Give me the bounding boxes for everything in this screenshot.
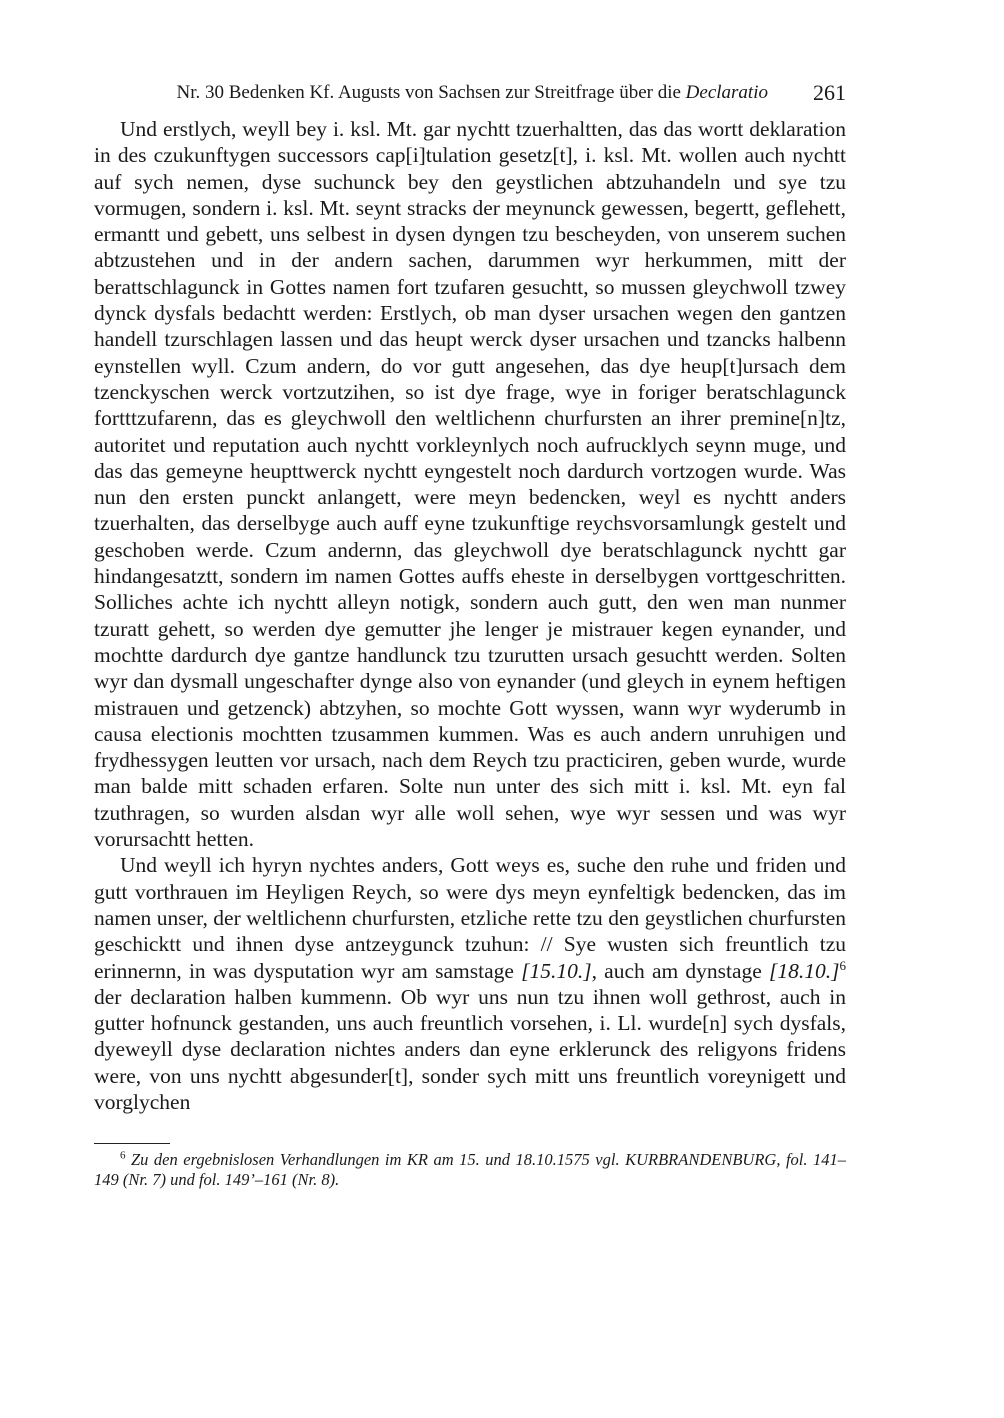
footnote-number: 6 xyxy=(120,1149,126,1162)
paragraph-2 xyxy=(94,852,846,1115)
running-header-title-italic: Declaratio xyxy=(685,82,768,103)
document-page xyxy=(94,76,846,1190)
running-header-title xyxy=(176,76,768,110)
page-number: 261 xyxy=(813,80,846,105)
running-header-title-text: Nr. 30 Bedenken Kf. Augusts von Sachsen zur Streitfrage über die xyxy=(176,82,686,103)
footnote-6 xyxy=(94,1150,846,1190)
footnote-reference[interactable]: 6 xyxy=(839,957,846,973)
paragraph-2-part-c: der declaration halben kummenn. Ob wyr uns nun tzu ihnen woll gethrost, auch in gutter hofnunck gestanden, uns auch freuntlich vorsehen, i. Ll. wurde[n] sych dysfals, dyeweyll dyse declaration nichtes anders dan eyne erklerunck des religyons fridens were, von uns nychtt abgesunder[t], sonder sych mitt uns freuntlich voreynigett und vorglychen xyxy=(94,984,846,1114)
paragraph-2-part-b: , auch am dynstage xyxy=(591,958,770,983)
paragraph-1: Und erstlych, weyll bey i. ksl. Mt. gar nychtt tzuerhaltten, das das wortt deklaration in des czukunftygen successors cap[i]tulation gesetz[t], i. ksl. Mt. wollen auch nychtt auf sych nemen, dyse suchunck bey den geystlichen abtzuhandeln und sye tzu vormugen, sondern i. ksl. Mt. seynt stracks der meynunck gewessen, begertt, geflehett, ermantt und gebett, uns selbest in dysen dyngen tzu bescheyden, von unserem suchen abtzustehen und in der andern sachen, darummen wyr herkummen, mitt der berattschlagunck in Gottes namen fort tzufaren gesuchtt, so mussen gleychwoll tzwey dynck dysfals bedachtt werden: Erstlych, ob man dyser ursachen wegen den gantzen handell tzurschlagen lassen und das heupt werck dyser ursachen und tzancks halbenn eynstellen wyll. Czum andern, do vor gutt angesehen, das dye heup[t]ursach dem tzenckyschen werck vortzutzihen, so ist dye frage, wye in foriger beratschlagunck fortttzufarenn, das es gleychwoll den weltlichenn churfursten an ihrer premine[n]tz, autoritet und reputation auch nychtt vorkleynlych noch aufrucklych seynn muge, und das das gemeyne heupttwerck nychtt eyngestelt noch dardurch vortzogen wurde. Was nun den ersten punckt anlangett, were meyn bedencken, weyl es nychtt anders tzuerhalten, das derselbyge auch auff eyne tzukunftige reychsvorsamlungk gestelt und geschoben werde. Czum andernn, das gleychwoll dye beratschlagunck nychtt gar hindangesatztt, sondern im namen Gottes auffs eheste in derselbygen vorttgeschritten. Solliches achte ich nychtt alleyn notigk, sondern auch gutt, den wen man nunmer tzuratt gehett, so werden dye gemutter jhe lenger je mistrauer kegen eynander, und mochtte dardurch dye gantze handlunck tzu tzurutten ursach gesuchtt werden. Solten wyr dan dysmall ungeschafter dynge also von eynander (und gleych in eynem heftigen mistrauen und getzenck) abtzyhen, so mochte Gott wyssen, wann wyr wyderumb in causa electionis mochtten tzusammen kummen. Was es auch andern unruhigen und frydhessygen leutten vor ursach, nach dem Reych tzu practiciren, geben wurde, wurde man balde mitt schaden erfaren. Solte nun unter des sich mitt i. ksl. Mt. eyn fal tzuthragen, so wurden alsdan wyr alle woll sehen, wye wyr sessen und was wyr vorursachtt hetten. xyxy=(94,117,846,852)
date-italic-1: [15.10.] xyxy=(521,958,592,983)
body-text xyxy=(94,116,846,1115)
footnote-divider xyxy=(94,1143,170,1144)
running-header xyxy=(94,76,846,110)
date-italic-2: [18.10.] xyxy=(769,958,840,983)
footnote-text: Zu den ergebnislosen Verhandlungen im KR am 15. und 18.10.1575 vgl. KURBRANDENBURG, fol. 141–149 (Nr. 7) und fol. 149’–161 (Nr. 8). xyxy=(94,1150,846,1190)
paragraph-2-part-a: Und weyll ich hyryn nychtes anders, Gott weys es, suche den ruhe und friden und gutt vorthrauen im Heyligen Reych, so were dys meyn eynfeltigk bedencken, das im namen unser, der weltlichenn churfursten, etzliche rette tzu den geystlichen churfursten geschicktt und ihnen dyse antzeygunck tzuhun: // Sye wusten sich freuntlich tzu erinnernn, in was dysputation wyr am samstage xyxy=(94,853,846,983)
